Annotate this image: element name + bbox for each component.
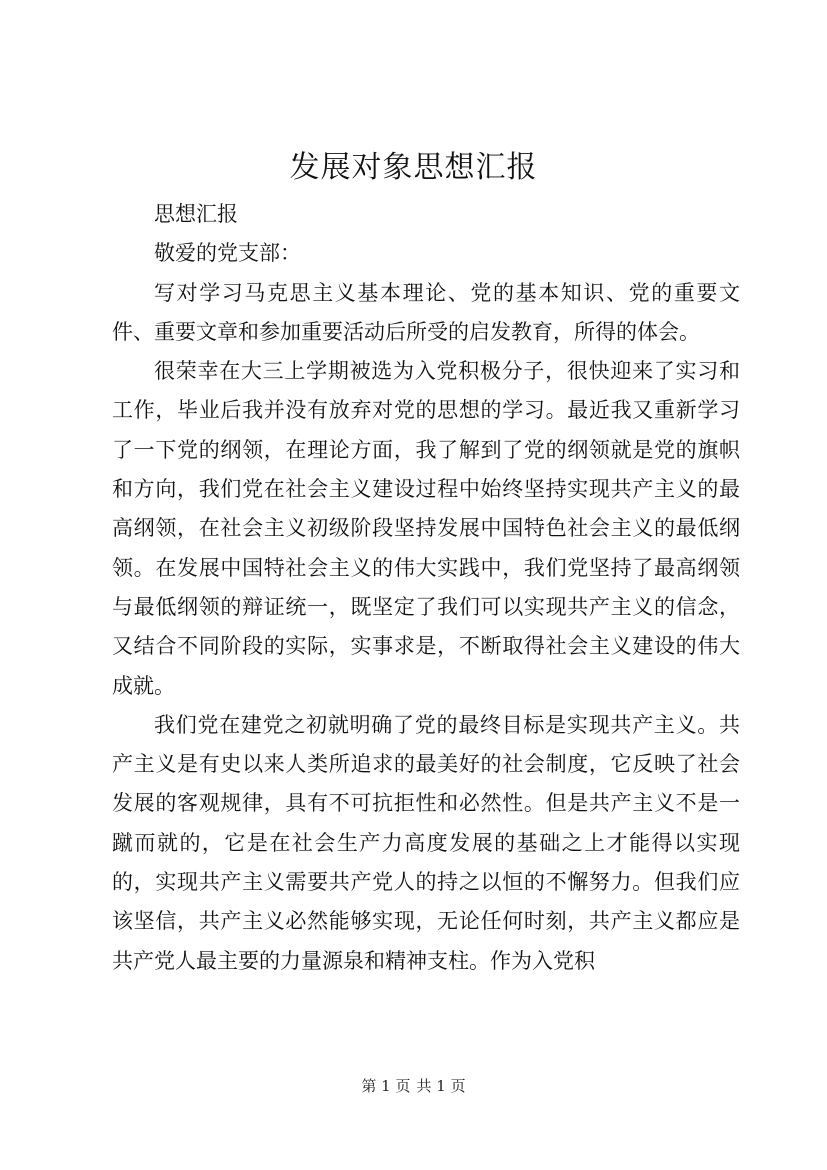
paragraph-body: 我们党在建党之初就明确了党的最终目标是实现共产主义。共产主义是有史以来人类所追求的最美好的社会制度，它反映了社会发展的客观规律，具有不可抗拒性和必然性。但是共产主义不是一蹴而就的，它是在社会生产力高度发展的基础之上才能得以实现的，实现共产主义需要共产党人的持之以恒的不懈努力。但我们应该坚信，共产主义必然能够实现，无论任何时刻，共产主义都应是共产党人最主要的力量源泉和精神支柱。作为入党积 — [112, 712, 740, 973]
page-number: 第 1 页 — [361, 1077, 411, 1095]
page-footer — [0, 1076, 827, 1096]
paragraph-salutation: 敬爱的党支部： — [154, 241, 301, 266]
paragraph-intro: 写对学习马克思主义基本理论、党的基本知识、党的重要文件、重要文章和参加重要活动后所受的启发教育，所得的体会。 — [112, 280, 740, 344]
document-body — [112, 195, 740, 981]
paragraph-body: 很荣幸在大三上学期被选为入党积极分子，很快迎来了实习和工作，毕业后我并没有放弃对党的思想的学习。最近我又重新学习了一下党的纲领，在理论方面，我了解到了党的纲领就是党的旗帜和方向，我们党在社会主义建设过程中始终坚持实现共产主义的最高纲领，在社会主义初级阶段坚持发展中国特色社会主义的最低纲领。在发展中国特社会主义的伟大实践中，我们党坚持了最高纲领与最低纲领的辩证统一，既坚定了我们可以实现共产主义的信念，又结合不同阶段的实际，实事求是，不断取得社会主义建设的伟大成就。 — [112, 359, 740, 698]
document-title: 发展对象思想汇报 — [289, 150, 538, 185]
page-total: 共 1 页 — [416, 1077, 466, 1095]
paragraph-heading: 思想汇报 — [154, 202, 238, 226]
